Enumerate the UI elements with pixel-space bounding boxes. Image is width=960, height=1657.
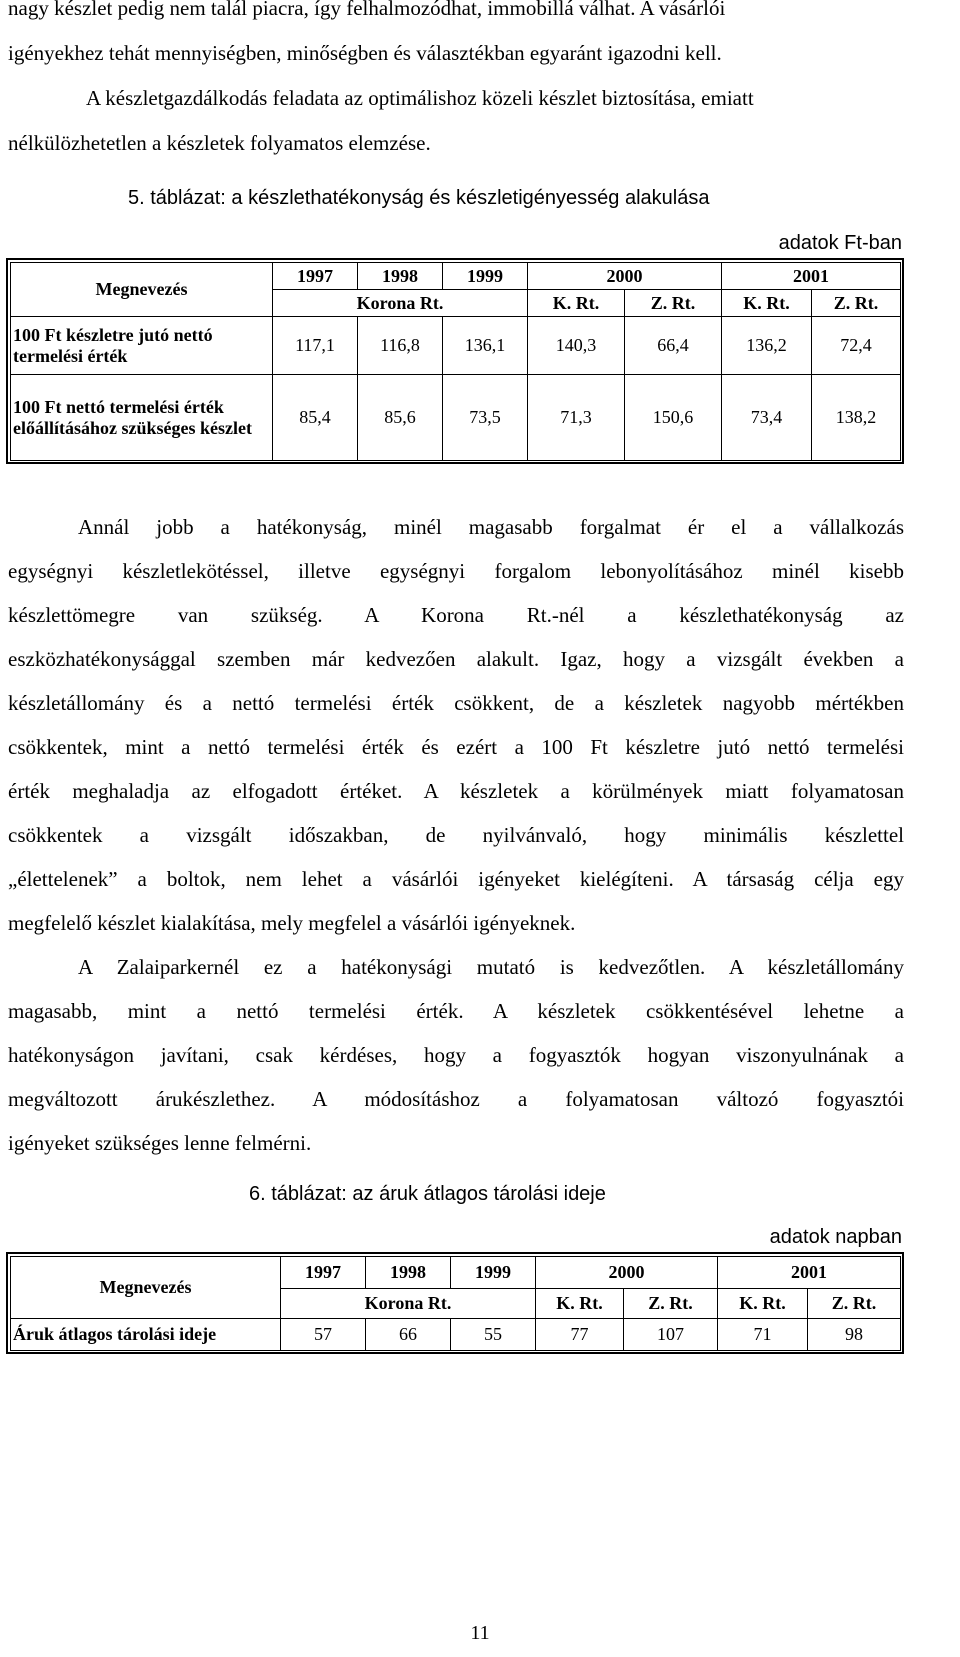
table6-subheader: Z. Rt.	[808, 1289, 901, 1319]
table5-subheader: Z. Rt.	[812, 290, 901, 317]
table6-header-name: Megnevezés	[11, 1257, 281, 1319]
body-line: eszközhatékonysággal szemben már kedvezően alakult. Igaz, hogy a vizsgált években a	[8, 647, 904, 671]
body-line: Annál jobb a hatékonyság, minél magasabb forgalmat ér el a vállalkozás	[78, 515, 904, 539]
table5-cell: 85,6	[358, 375, 443, 461]
page-number: 11	[470, 1622, 490, 1644]
intro-line: A készletgazdálkodás feladata az optimálishoz közeli készlet biztosítása, emiatt	[86, 86, 754, 110]
body-line: „élettelenek” a boltok, nem lehet a vásárlói igényeket kielégíteni. A társaság célja egy	[8, 867, 904, 891]
body-line: érték meghaladja az elfogadott értéket. A készletek a körülmények miatt folyamatosan	[8, 779, 904, 803]
table6-subheader: K. Rt.	[536, 1289, 624, 1319]
table6-cell: 66	[366, 1319, 451, 1351]
table-row	[11, 317, 901, 375]
table6	[10, 1256, 901, 1351]
table5-subheader: K. Rt.	[722, 290, 812, 317]
table5-cell: 136,1	[443, 317, 528, 375]
table6-year: 2001	[718, 1257, 901, 1289]
table6-cell: 57	[281, 1319, 366, 1351]
table5-cell: 66,4	[625, 317, 722, 375]
table5-year: 1998	[358, 263, 443, 290]
body-line: igényeket szükséges lenne felmérni.	[8, 1131, 312, 1155]
intro-line: igényekhez tehát mennyiségben, minőségben és választékban egyaránt igazodni kell.	[8, 41, 722, 65]
table5-cell: 73,4	[722, 375, 812, 461]
table5-caption: 5. táblázat: a készlethatékonyság és készletigényesség alakulása	[128, 187, 710, 209]
table5-cell: 85,4	[273, 375, 358, 461]
table5-row-label: 100 Ft készletre jutó nettó termelési érték	[11, 317, 273, 375]
table5-subheader: Korona Rt.	[273, 290, 528, 317]
table5-row-label: 100 Ft nettó termelési érték előállításához szükséges készlet	[11, 375, 273, 461]
table6-year: 1997	[281, 1257, 366, 1289]
table5-cell: 71,3	[528, 375, 625, 461]
table6-subheader: K. Rt.	[718, 1289, 808, 1319]
table5-subheader: K. Rt.	[528, 290, 625, 317]
body-line: hatékonyságon javítani, csak kérdéses, hogy a fogyasztók hogyan viszonyulnának a	[8, 1043, 904, 1067]
table6-row-label: Áruk átlagos tárolási ideje	[11, 1319, 281, 1351]
body-line: A Zalaiparkernél ez a hatékonysági mutató is kedvezőtlen. A készletállomány	[78, 955, 904, 979]
table5-cell: 116,8	[358, 317, 443, 375]
table5-year: 2000	[528, 263, 722, 290]
body-line: magasabb, mint a nettó termelési érték. A készletek csökkentésével lehetne a	[8, 999, 904, 1023]
table5-cell: 136,2	[722, 317, 812, 375]
body-line: készlettömegre van szükség. A Korona Rt.-nél a készlethatékonyság az	[8, 603, 904, 627]
table6-year: 2000	[536, 1257, 718, 1289]
table6-subheader: Korona Rt.	[281, 1289, 536, 1319]
body-line: csökkentek a vizsgált időszakban, de nyilvánvaló, hogy minimális készlettel	[8, 823, 904, 847]
table6-units: adatok napban	[769, 1226, 902, 1248]
table6-caption: 6. táblázat: az áruk átlagos tárolási ideje	[249, 1183, 606, 1205]
table6-cell: 107	[624, 1319, 718, 1351]
body-line: készletállomány és a nettó termelési érték csökkent, de a készletek nagyobb mértékben	[8, 691, 904, 715]
table6-year: 1999	[451, 1257, 536, 1289]
table6-cell: 71	[718, 1319, 808, 1351]
table5-cell: 72,4	[812, 317, 901, 375]
table5	[10, 262, 901, 461]
intro-line: nélkülözhetetlen a készletek folyamatos elemzése.	[8, 131, 431, 155]
table5-year: 1999	[443, 263, 528, 290]
table5-year: 1997	[273, 263, 358, 290]
table5-subheader: Z. Rt.	[625, 290, 722, 317]
intro-line: nagy készlet pedig nem talál piacra, így felhalmozódhat, immobillá válhat. A vásárlói	[8, 0, 726, 20]
table5-cell: 117,1	[273, 317, 358, 375]
table5-year: 2001	[722, 263, 901, 290]
table5-cell: 73,5	[443, 375, 528, 461]
table5-cell: 140,3	[528, 317, 625, 375]
table6-year: 1998	[366, 1257, 451, 1289]
table-row	[11, 375, 901, 461]
table5-cell: 138,2	[812, 375, 901, 461]
body-line: egységnyi készletlekötéssel, illetve egységnyi forgalom lebonyolításához minél kisebb	[8, 559, 904, 583]
table5-header-name: Megnevezés	[11, 263, 273, 317]
table5-units: adatok Ft-ban	[778, 232, 902, 254]
table5-cell: 150,6	[625, 375, 722, 461]
table6-subheader: Z. Rt.	[624, 1289, 718, 1319]
table6-cell: 98	[808, 1319, 901, 1351]
body-line: megfelelő készlet kialakítása, mely megfelel a vásárlói igényeknek.	[8, 911, 576, 935]
table6-cell: 77	[536, 1319, 624, 1351]
body-line: csökkentek, mint a nettó termelési érték és ezért a 100 Ft készletre jutó nettó termelési	[8, 735, 904, 759]
table6-cell: 55	[451, 1319, 536, 1351]
body-line: megváltozott árukészlethez. A módosításhoz a folyamatosan változó fogyasztói	[8, 1087, 904, 1111]
table-row	[11, 1319, 901, 1351]
